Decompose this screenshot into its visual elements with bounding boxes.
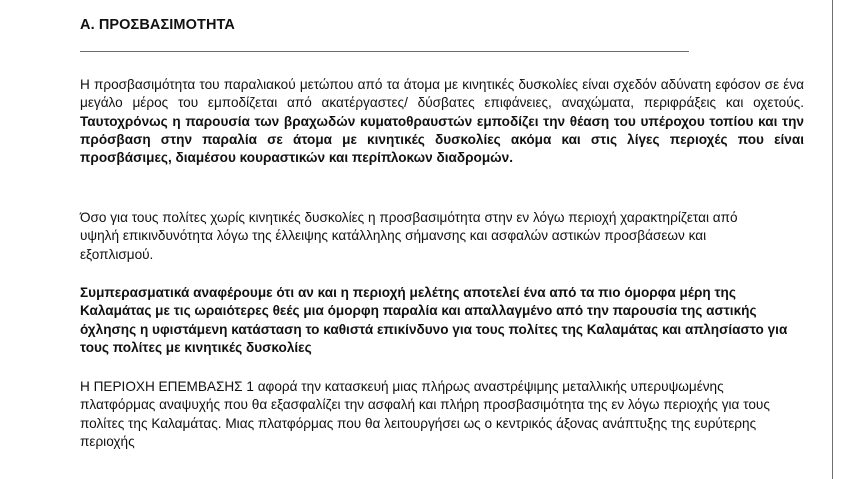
paragraph-intervention-area: Η ΠΕΡΙΟΧΗ ΕΠΕΜΒΑΣΗΣ 1 αφορά την κατασκευή μιας πλήρως αναστρέψιμης μεταλλικής υπερυψωμένης πλατφόρμας αναψυχής που θα εξασφαλίζει την ασφαλή και πλήρη προσβασιμότητα της εν λόγω περιοχής για τους πολίτες της Καλαμάτας. Μιας πλατφόρμας που θα λειτουργήσει ως ο κεντρικός άξονας ανάπτυξης της ευρύτερης περιοχής — [80, 379, 770, 449]
section-heading: Α. ΠΡΟΣΒΑΣΙΜΟΤΗΤΑ — [80, 17, 235, 33]
paragraph-accessibility-normal: Η προσβασιμότητα του παραλιακού μετώπου από τα άτομα με κινητικές δυσκολίες είναι σχεδόν αδύνατη εφόσον σε ένα μεγάλο μέρος του εμποδίζεται από ακατέργαστες/ δύσβατες επιφάνειες, αναχώματα, περιφράξεις και οχετούς. — [80, 77, 804, 111]
heading-underline — [80, 51, 689, 52]
paragraph-conclusion: Συμπερασματικά αναφέρουμε ότι αν και η περιοχή μελέτης αποτελεί ένα από τα πιο όμορφα μέρη της Καλαμάτας με τις ωραιότερες θεές μια όμορφη παραλία και απαλλαγμένο από την παρουσία της αστικής όχλησης η υφιστάμενη κατάσταση το καθιστά επικίνδυνο για τους πολίτες της Καλαμάτας και απλησίαστο για τους πολίτες με κινητικές δυσκολίες — [80, 285, 788, 355]
paragraph-non-disabled-citizens: Όσο για τους πολίτες χωρίς κινητικές δυσκολίες η προσβασιμότητα στην εν λόγω περιοχή χαρακτηρίζεται από υψηλή επικινδυνότητα λόγω της έλλειψης κατάλληλης σήμανσης και ασφαλών αστικών προσβάσεων και εξοπλισμού. — [80, 210, 738, 262]
paragraph-accessibility — [80, 76, 804, 167]
paragraph-accessibility-bold: Ταυτοχρόνως η παρουσία των βραχωδών κυματοθραυστών εμποδίζει την θέαση του υπέροχου τοπίου και την πρόσβαση στην παραλία σε άτομα με κινητικές δυσκολίες ακόμα και στις λίγες περιοχές που είναι προσβάσιμες, διαμέσου κουραστικών και περίπλοκων διαδρομών. — [80, 113, 804, 166]
page-border-right — [832, 0, 833, 479]
